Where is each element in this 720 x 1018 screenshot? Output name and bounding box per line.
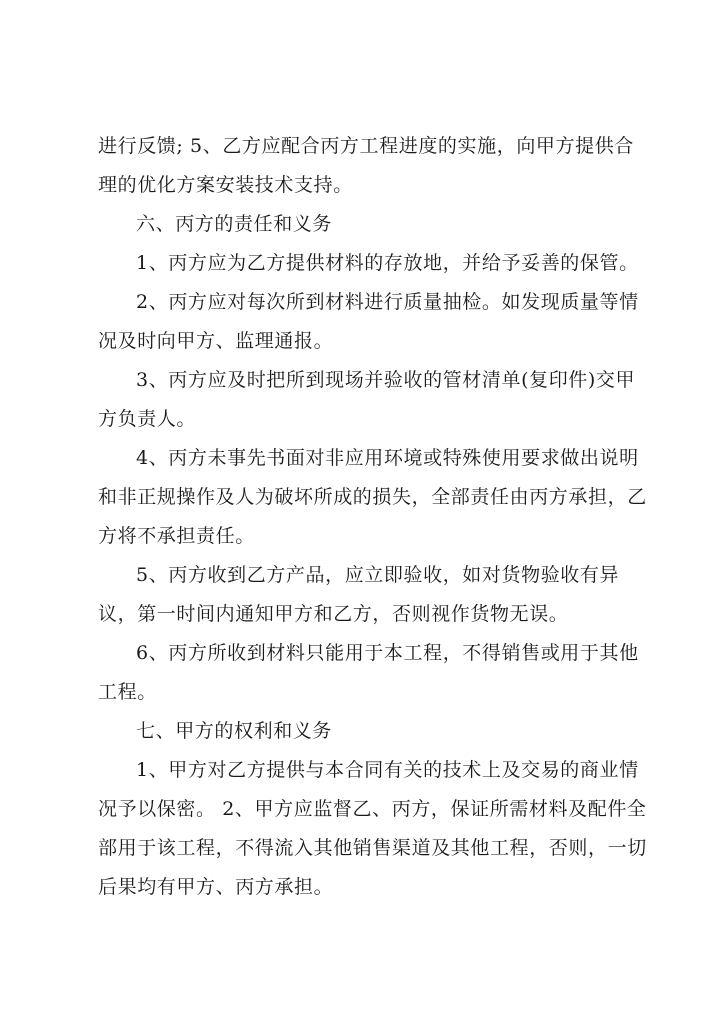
text-line: 4、丙方未事先书面对非应用环境或特殊使用要求做出说明 [136,447,639,469]
text-line: 方负责人。 [98,408,197,430]
text-line: 方将不承担责任。 [98,525,255,547]
text-line: 和非正规操作及人为破坏所成的损失，全部责任由丙方承担，乙 [98,486,647,508]
text-line: 6、丙方所收到材料只能用于本工程，不得销售或用于其他 [136,642,639,664]
text-line: 3、丙方应及时把所到现场并验收的管材清单(复印件)交甲 [136,369,636,391]
section-heading-six: 六、丙方的责任和义务 [136,213,333,235]
text-line: 进行反馈; 5、乙方应配合丙方工程进度的实施，向甲方提供合 [98,135,634,157]
section-heading-seven: 七、甲方的权利和义务 [136,720,333,742]
text-line: 理的优化方案安装技术支持。 [98,174,353,196]
text-line: 1、甲方对乙方提供与本合同有关的技术上及交易的商业情 [136,759,639,781]
text-line: 工程。 [98,681,157,703]
text-line: 2、丙方应对每次所到材料进行质量抽检。如发现质量等情 [136,291,639,313]
text-line: 后果均有甲方、丙方承担。 [98,876,334,898]
text-line: 议，第一时间内通知甲方和乙方，否则视作货物无误。 [98,603,569,625]
text-line: 况予以保密。 2、甲方应监督乙、丙方，保证所需材料及配件全 [98,798,647,820]
text-line: 况及时向甲方、监理通报。 [98,330,334,352]
text-line: 1、丙方应为乙方提供材料的存放地，并给予妥善的保管。 [136,252,639,274]
text-line: 5、丙方收到乙方产品，应立即验收，如对货物验收有异 [136,564,620,586]
text-line: 部用于该工程，不得流入其他销售渠道及其他工程，否则，一切 [98,837,647,859]
